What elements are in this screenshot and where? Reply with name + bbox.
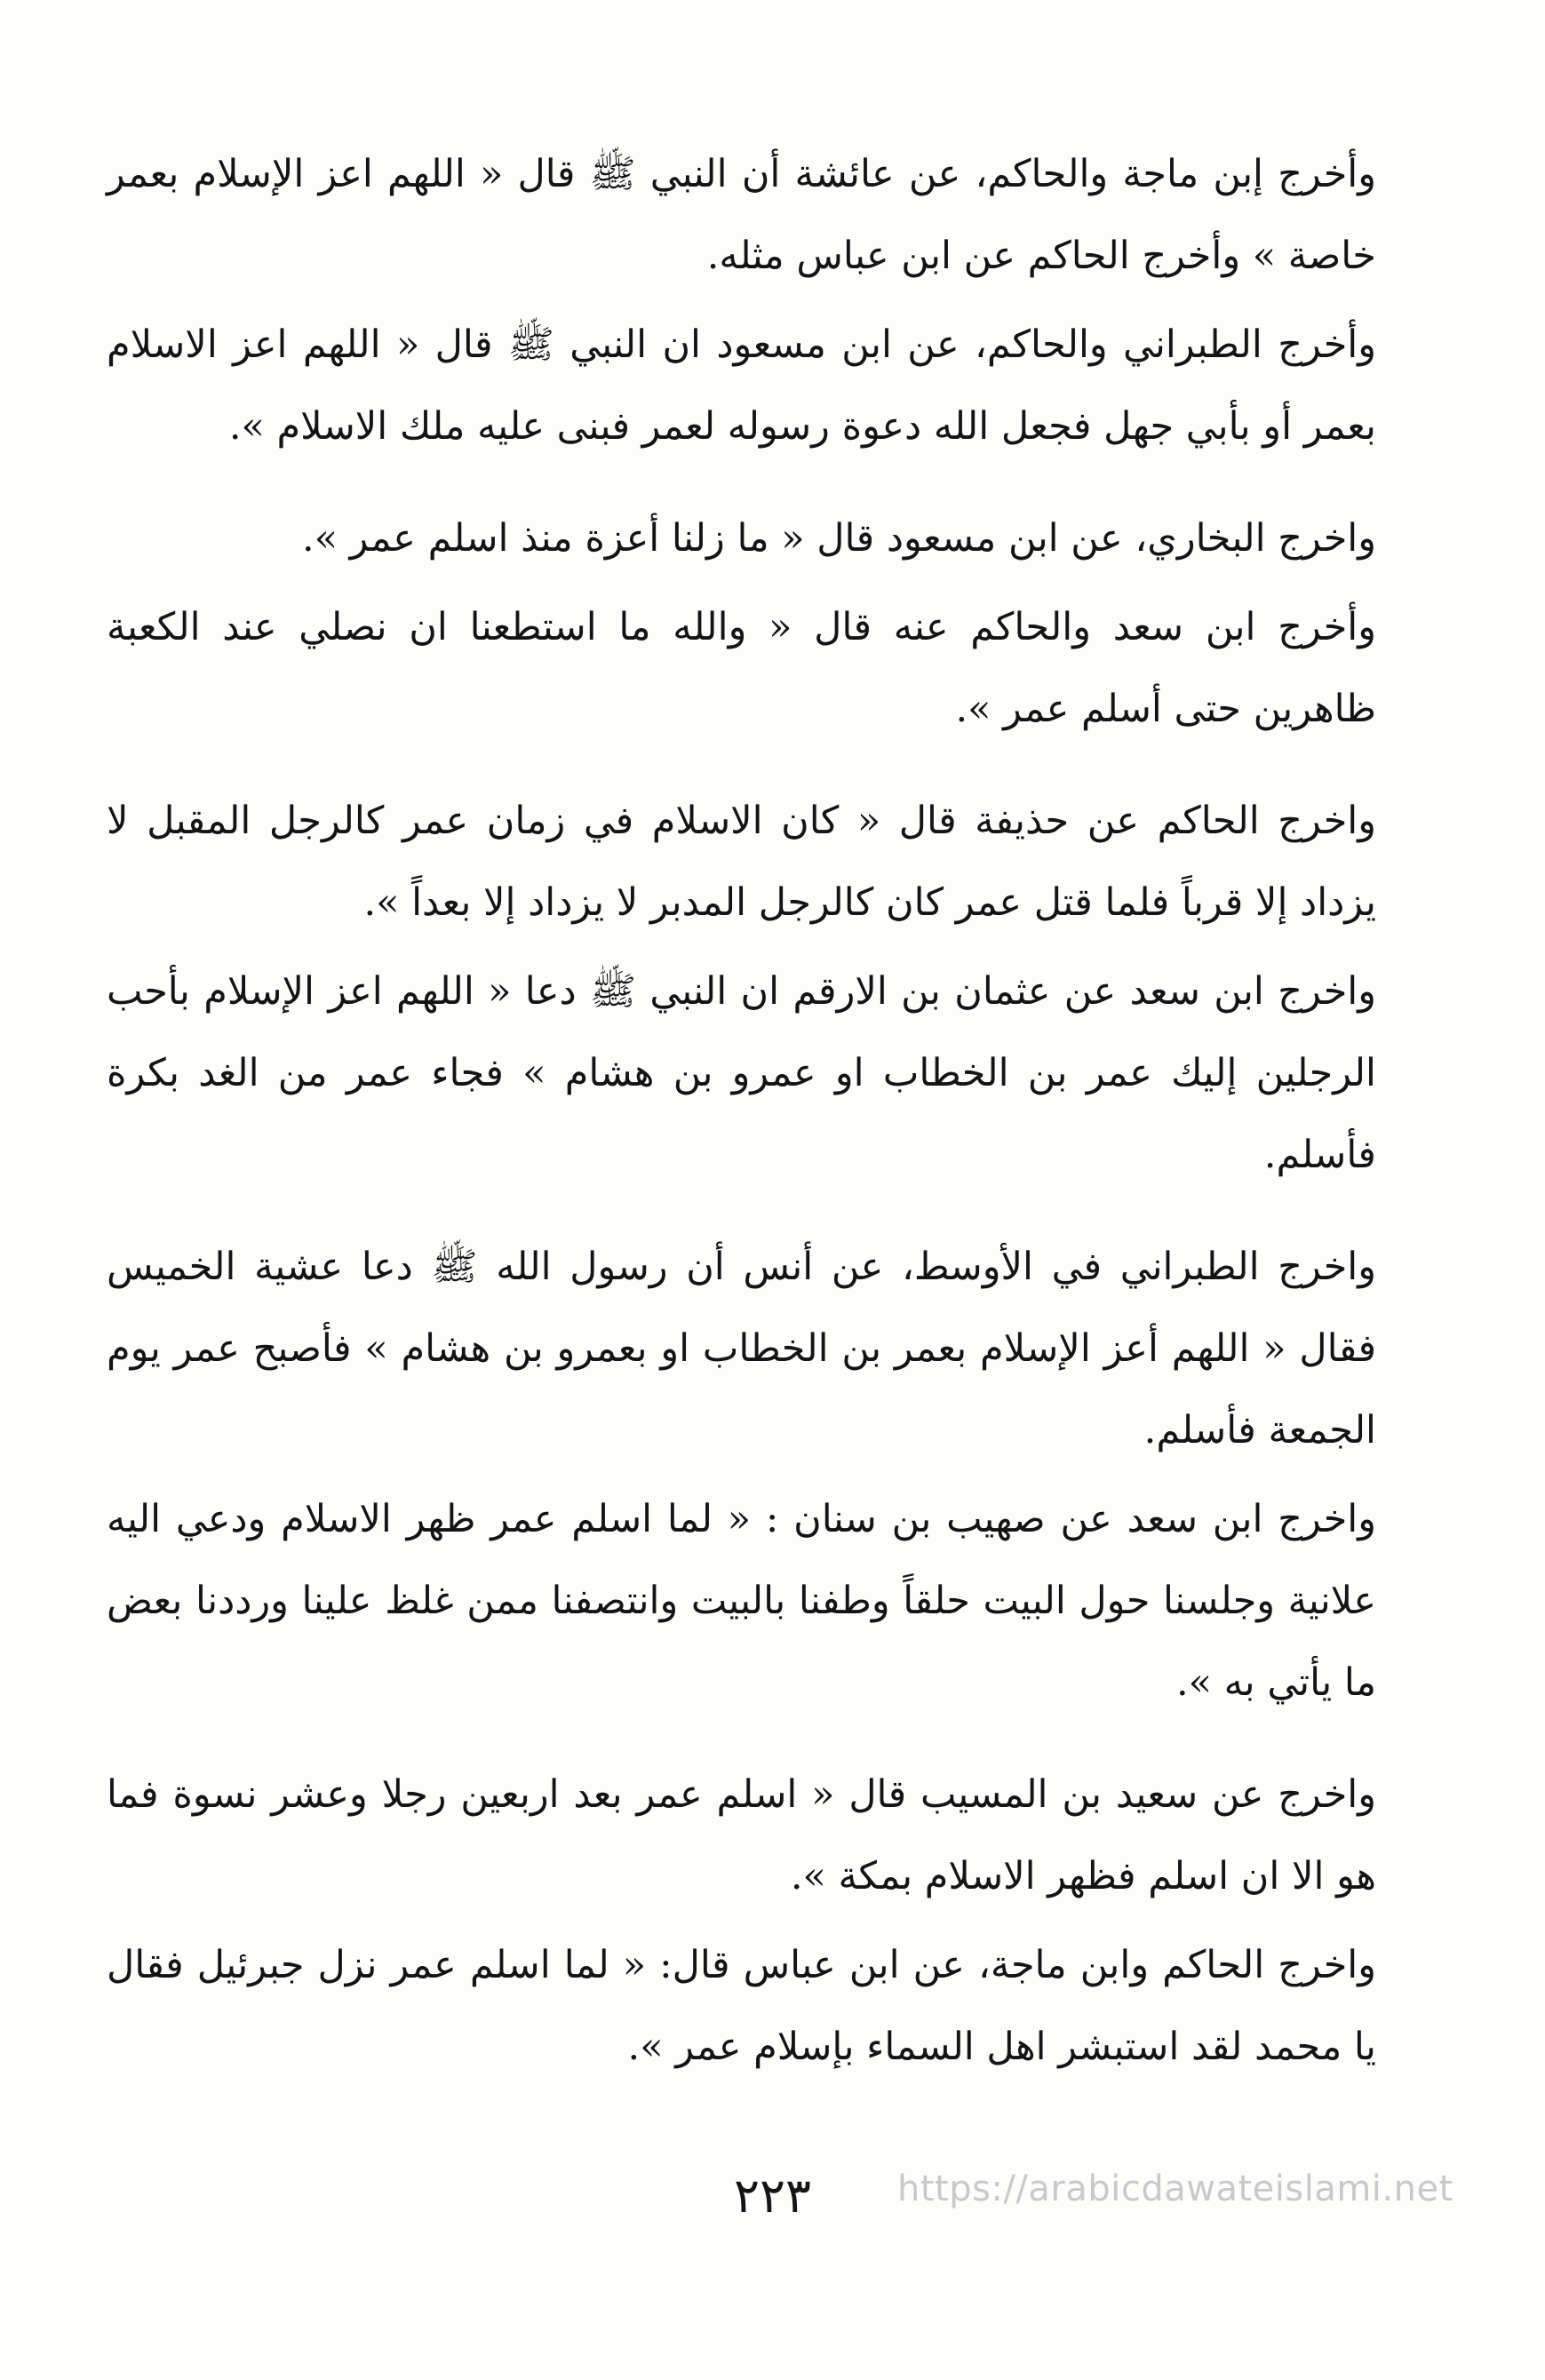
hadith-paragraph-8: واخرج ابن سعد عن صهيب بن سنان : « لما اسلم عمر ظهر الاسلام ودعي اليه علانية وجلسنا حول البيت حلقاً وطفنا بالبيت وانتصفنا ممن غلظ علينا ورددنا بعض ما يأتي به ». <box>107 1497 1376 1705</box>
hadith-paragraph-5: واخرج الحاكم عن حذيفة قال « كان الاسلام في زمان عمر كالرجل المقبل لا يزداد إلا قرباً فلما قتل عمر كان كالرجل المدبر لا يزداد إلا بعداً ». <box>107 799 1376 925</box>
hadith-paragraph-6: واخرج ابن سعد عن عثمان بن الارقم ان النبي ﷺ دعا « اللهم اعز الإسلام بأحب الرجلين إليك عمر بن الخطاب او عمرو بن هشام » فجاء عمر من الغد بكرة فأسلم. <box>107 969 1376 1177</box>
hadith-paragraph-4: وأخرج ابن سعد والحاكم عنه قال « والله ما استطعنا ان نصلي عند الكعبة ظاهرين حتى أسلم عمر ». <box>107 605 1376 731</box>
hadith-paragraph-10: واخرج الحاكم وابن ماجة، عن ابن عباس قال: « لما اسلم عمر نزل جبرئيل فقال يا محمد لقد استبشر اهل السماء بإسلام عمر ». <box>107 1943 1376 2069</box>
hadith-paragraph-1: وأخرج إبن ماجة والحاكم، عن عائشة أن النبي ﷺ قال « اللهم اعز الإسلام بعمر خاصة » وأخرج الحاكم عن ابن عباس مثله. <box>107 152 1376 278</box>
hadith-paragraph-3: واخرج البخاري، عن ابن مسعود قال « ما زلنا أعزة منذ اسلم عمر ». <box>302 516 1376 561</box>
hadith-paragraph-7: واخرج الطبراني في الأوسط، عن أنس أن رسول الله ﷺ دعا عشية الخميس فقال « اللهم أعز الإسلام بعمر بن الخطاب او بعمرو بن هشام » فأصبح عمر يوم الجمعة فأسلم. <box>107 1245 1376 1453</box>
watermark-url: https://arabicdawateislami.net <box>897 2169 1453 2209</box>
hadith-paragraph-9: واخرج عن سعيد بن المسيب قال « اسلم عمر بعد اربعين رجلا وعشر نسوة فما هو الا ان اسلم فظهر الاسلام بمكة ». <box>107 1772 1376 1898</box>
body-text <box>107 133 1376 2088</box>
hadith-paragraph-2: وأخرج الطبراني والحاكم، عن ابن مسعود ان النبي ﷺ قال « اللهم اعز الاسلام بعمر أو بأبي جهل فجعل الله دعوة رسوله لعمر فبنى عليه ملك الاسلام ». <box>107 322 1376 449</box>
page-number: ٢٢٣ <box>733 2168 811 2224</box>
